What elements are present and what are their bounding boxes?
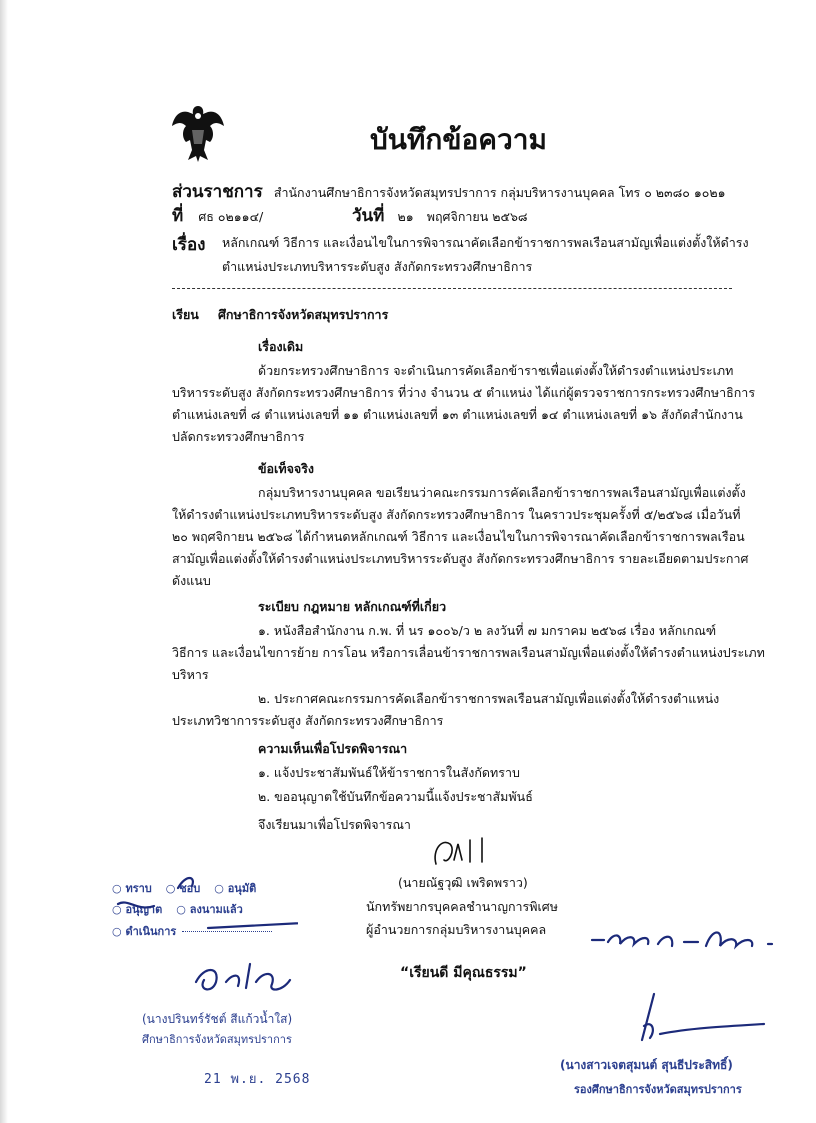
stamp-option: ○ ลงนามแล้ว xyxy=(176,903,243,916)
closing-text: จึงเรียนมาเพื่อโปรดพิจารณา xyxy=(258,817,411,832)
reference-row xyxy=(172,202,263,229)
section-heading-opinion: ความเห็นเพื่อโปรดพิจารณา xyxy=(258,741,408,756)
signatory-name: (นายณัฐวุฒิ เพริดพราว) xyxy=(398,875,528,890)
reference-label: ที่ xyxy=(172,206,184,226)
handwritten-note xyxy=(588,920,794,954)
facts-line: ๒๐ พฤศจิกายน ๒๕๖๘ ได้กำหนดหลักเกณฑ์ วิธีการ และเงื่อนไขในการพิจารณาคัดเลือกข้าราชการพลเรือน xyxy=(172,529,745,544)
background-line: ปลัดกระทรวงศึกษาธิการ xyxy=(172,429,305,444)
background-line: ตำแหน่งเลขที่ ๘ ตำแหน่งเลขที่ ๑๑ ตำแหน่งเลขที่ ๑๓ ตำแหน่งเลขที่ ๑๔ ตำแหน่งเลขที่ ๑๖ สังกัดสำนักงาน xyxy=(172,407,743,422)
subject-line-2: ตำแหน่งประเภทบริหารระดับสูง สังกัดกระทรวงศึกษาธิการ xyxy=(222,259,533,274)
left-approver-position: ศึกษาธิการจังหวัดสมุทรปราการ xyxy=(142,1033,292,1046)
opinion-line: ๒. ขออนุญาตใช้บันทึกข้อความนี้แจ้งประชาสัมพันธ์ xyxy=(258,789,533,804)
stamp-option: ○ ชอบ xyxy=(165,882,201,895)
regulations-line: วิธีการ และเงื่อนไขการย้าย การโอน หรือการเลื่อนข้าราชการพลเรือนสามัญเพื่อแต่งตั้งให้ดำรงตำแหน่งประเภท xyxy=(172,645,765,660)
garuda-emblem-icon xyxy=(170,100,226,166)
agency-label: ส่วนราชการ xyxy=(172,182,263,202)
signatory-signature xyxy=(428,830,498,874)
section-heading-regulations: ระเบียบ กฎหมาย หลักเกณฑ์ที่เกี่ยว xyxy=(258,599,447,614)
facts-line: ดังแนบ xyxy=(172,573,211,588)
background-line: ด้วยกระทรวงศึกษาธิการ จะดำเนินการคัดเลือกข้าราชเพื่อแต่งตั้งให้ดำรงตำแหน่งประเภท xyxy=(258,363,734,378)
stamp-option: ○ อนุมัติ xyxy=(214,882,257,895)
regulations-line: ประเภทวิชาการระดับสูง สังกัดกระทรวงศึกษาธิการ xyxy=(172,713,444,728)
date-row xyxy=(352,202,528,229)
left-approver-signature xyxy=(190,952,300,1000)
section-heading-facts: ข้อเท็จจริง xyxy=(258,461,315,476)
date-label: วันที่ xyxy=(352,206,385,226)
stamp-option: ○ อนุญาต xyxy=(112,903,163,916)
right-approver-name: (นางสาวเจตสุมนต์ สุนธีประสิทธิ์) xyxy=(560,1058,733,1072)
stamp-option: ○ ดำเนินการ xyxy=(112,925,177,938)
agency-row xyxy=(172,178,726,205)
signatory-position-1: นักทรัพยากรบุคคลชำนาญการพิเศษ xyxy=(366,899,558,914)
right-approver-signature xyxy=(630,990,770,1050)
stamp-pen-marks xyxy=(108,868,298,940)
motto: “เรียนดี มีคุณธรรม” xyxy=(400,965,527,981)
facts-line: กลุ่มบริหารงานบุคคล ขอเรียนว่าคณะกรรมการคัดเลือกข้าราชการพลเรือนสามัญเพื่อแต่งตั้ง xyxy=(258,485,746,500)
header-divider xyxy=(172,288,732,289)
salutation-label: เรียน xyxy=(172,307,199,322)
facts-line: ให้ดำรงตำแหน่งประเภทบริหารระดับสูง สังกัดกระทรวงศึกษาธิการ ในคราวประชุมครั้งที่ ๕/๒๕๖๘ เมื่อวันที่ xyxy=(172,507,741,522)
agency-value: สำนักงานศึกษาธิการจังหวัดสมุทรปราการ กลุ่มบริหารงานบุคคล โทร ๐ ๒๓๘๐ ๑๐๒๑ xyxy=(273,185,726,200)
section-heading-background: เรื่องเดิม xyxy=(258,339,304,354)
subject-line-1: หลักเกณฑ์ วิธีการ และเงื่อนไขในการพิจารณาคัดเลือกข้าราชการพลเรือนสามัญเพื่อแต่งตั้งให้ดำรง xyxy=(222,235,749,250)
facts-line: สามัญเพื่อแต่งตั้งให้ดำรงตำแหน่งประเภทบริหารระดับสูง สังกัดกระทรวงศึกษาธิการ รายละเอียดตามประกาศ xyxy=(172,551,749,566)
opinion-line: ๑. แจ้งประชาสัมพันธ์ให้ข้าราชการในสังกัดทราบ xyxy=(258,765,520,780)
right-approver-position: รองศึกษาธิการจังหวัดสมุทรปราการ xyxy=(574,1083,742,1096)
regulations-line: ๒. ประกาศคณะกรรมการคัดเลือกข้าราชการพลเรือนสามัญเพื่อแต่งตั้งให้ดำรงตำแหน่ง xyxy=(258,691,720,706)
regulations-line: บริหาร xyxy=(172,667,209,682)
signatory-position-2: ผู้อำนวยการกลุ่มบริหารงานบุคคล xyxy=(366,922,547,937)
left-approver-date: 21 พ.ย. 2568 xyxy=(204,1072,311,1087)
salutation-value: ศึกษาธิการจังหวัดสมุทรปราการ xyxy=(218,307,389,322)
left-approver-name: (นางปรินทร์รัชต์ สีแก้วน้ำใส) xyxy=(142,1012,293,1026)
stamp-option: ○ ทราบ xyxy=(112,882,152,895)
background-line: บริหารระดับสูง สังกัดกระทรวงศึกษาธิการ ที่ว่าง จำนวน ๕ ตำแหน่ง ได้แก่ผู้ตรวจราชการกระทรวงศึกษาธิการ xyxy=(172,385,756,400)
page-title: บันทึกข้อความ xyxy=(370,123,547,156)
scan-edge-shadow xyxy=(0,0,8,1123)
date-day: ๒๑ xyxy=(397,209,414,224)
regulations-line: ๑. หนังสือสำนักงาน ก.พ. ที่ นร ๑๐๐๖/ว ๒ ลงวันที่ ๗ มกราคม ๒๕๖๘ เรื่อง หลักเกณฑ์ xyxy=(258,623,717,638)
reference-value: ศธ ๐๒๑๑๔/ xyxy=(198,209,264,224)
subject-label: เรื่อง xyxy=(172,235,206,255)
date-month-year: พฤศจิกายน ๒๕๖๘ xyxy=(426,209,528,224)
